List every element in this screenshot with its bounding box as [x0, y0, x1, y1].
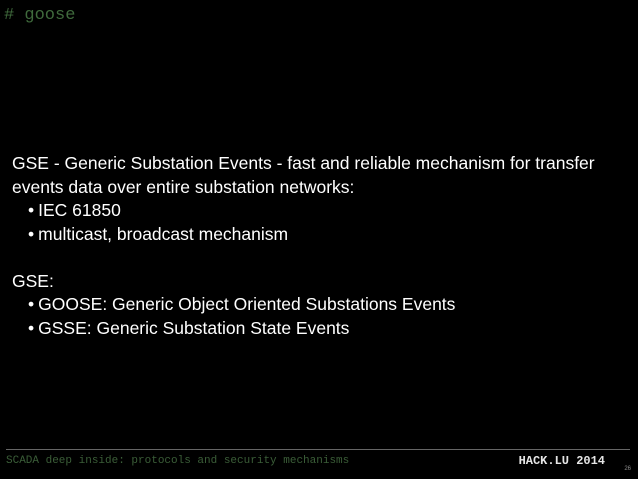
footer-event-name: HACK.LU 2014: [518, 454, 605, 468]
intro-bullet-item: [28, 199, 627, 223]
footer-divider: [6, 449, 630, 450]
paragraph-spacer: [12, 246, 627, 270]
slide-body: [12, 152, 627, 340]
intro-bullet-text: IEC 61850: [38, 200, 121, 220]
gse-bullet-item: [28, 317, 627, 341]
intro-bullet-list: [12, 199, 627, 246]
gse-bullet-item: [28, 293, 627, 317]
gse-heading: GSE:: [12, 270, 54, 291]
intro-bullet-text: multicast, broadcast mechanism: [38, 223, 289, 244]
page-number: 26: [624, 466, 631, 472]
gse-bullet-list: [12, 293, 627, 340]
intro-line-1: GSE - Generic Substation Events - fast and reliable mechanism for transfer: [12, 153, 595, 173]
gse-bullet-text: GSSE: Generic Substation State Events: [38, 317, 350, 338]
intro-line-2: events data over entire substation networks:: [12, 176, 355, 197]
intro-bullet-item: [28, 223, 627, 247]
bullet-dot-icon: •: [28, 294, 35, 314]
bullet-dot-icon: •: [28, 200, 35, 220]
gse-bullet-text: GOOSE: Generic Object Oriented Substations Events: [38, 294, 456, 314]
bullet-dot-icon: •: [28, 223, 35, 244]
bullet-dot-icon: •: [28, 317, 35, 338]
slide-title: # goose: [4, 6, 76, 25]
footer-subtitle: SCADA deep inside: protocols and security mechanisms: [6, 455, 350, 467]
